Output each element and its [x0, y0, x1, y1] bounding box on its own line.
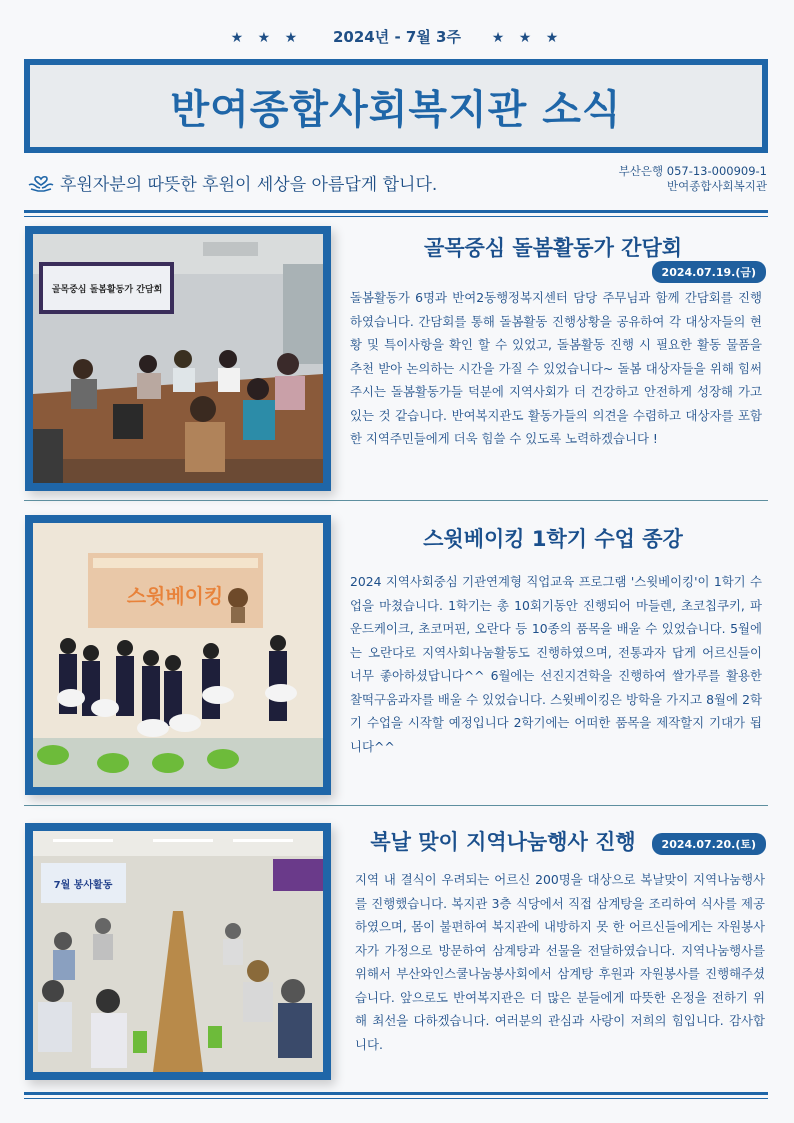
article-2-photo — [25, 515, 331, 795]
article-3-body: 지역 내 결식이 우려되는 어르신 200명을 대상으로 복날맞이 지역나눔행사를 진행했습니다. 복지관 3층 식당에서 직접 삼계탕을 조리하여 식사를 제공하였으며, 몸이 불편하여 복지관에 내방하지 못 한 어르신들에게는 자원봉사자가 가정으로 방문하여 삼계탕과 선물을 전달하였습니다. 지역나눔행사를 위해서 부산와인스쿨나눔봉사회에서 삼계탕 후원과 자원봉사를 진행해주셨습니다. 앞으로도 반여복지관은 더 많은 분들에게 따뜻한 온정을 전하기 위해 최선을 다하겠습니다. 여러분의 관심과 사랑이 저희의 힘입니다. 감사합니다. — [355, 872, 765, 1052]
bank-holder: 반여종합사회복지관 — [667, 179, 767, 193]
page-title: 반여종합사회복지관 소식 — [170, 86, 622, 133]
issue-date: 2024년 - 7월 3주 — [333, 28, 461, 46]
section-divider-2 — [24, 805, 768, 806]
bank-account: 부산은행 057-13-000909-1 — [618, 164, 767, 178]
footer-divider-thin — [24, 1098, 768, 1099]
header-divider-thin — [24, 216, 768, 217]
slogan-text: 후원자분의 따뜻한 후원이 세상을 아름답게 합니다. — [60, 175, 438, 195]
article-1-body: 돌봄활동가 6명과 반여2동행정복지센터 담당 주무님과 함께 간담회를 진행하였습니다. 간담회를 통해 돌봄활동 진행상황을 공유하여 각 대상자들의 현황 및 특이사항을 확인 할 수 있었고, 돌봄활동 진행 시 필요한 활동 물품을 추천 받아 논의하는 시간을 가질 수 있었습니다~ 돌봄 대상자들을 위해 힘써주시는 돌봄활동가들 덕분에 지역사회가 더 건강하고 안전하게 성장해 가고 있는 것 같습니다. 반여복지관도 활동가들의 의견을 수렴하고 대상자를 포함한 지역주민들에게 더욱 힘쓸 수 있도록 노력하겠습니다 ! — [350, 290, 762, 446]
photo-3-banner-text: 7월 봉사활동 — [53, 880, 113, 891]
bank-info — [619, 164, 767, 194]
article-1-date: 2024.07.19.(금) — [652, 261, 766, 283]
article-3-date: 2024.07.20.(토) — [652, 833, 766, 855]
article-1-date-wrap — [652, 261, 766, 283]
article-1-title: 골목중심 돌봄활동가 간담회 — [423, 236, 683, 260]
issue-line — [0, 26, 794, 47]
photo-2-banner-text: 스윗베이킹 — [126, 584, 224, 608]
article-3-title: 복날 맞이 지역나눔행사 진행 — [370, 830, 636, 854]
article-3-photo — [25, 823, 331, 1080]
article-2-title: 스윗베이킹 1학기 수업 종강 — [423, 527, 683, 551]
stars-right: ★ ★ ★ — [491, 30, 564, 46]
stars-left: ★ ★ ★ — [230, 30, 303, 46]
donation-hands-icon — [28, 173, 54, 193]
article-1-photo — [25, 226, 331, 491]
photo-1-banner-text: 골목중심 돌봄활동가 간담회 — [51, 285, 163, 295]
article-3-date-wrap — [652, 833, 766, 855]
article-2-body: 2024 지역사회중심 기관연계형 직업교육 프로그램 '스윗베이킹'이 1학기 수업을 마쳤습니다. 1학기는 총 10회기동안 진행되어 마들렌, 초코칩쿠키, 파운드케이크, 초코머핀, 오란다 등 10종의 품목을 배울 수 있었습니다. 5월에는 오란다로 지역사회나눔활동도 진행하였으며, 전통과자 답게 어르신들이 너무 좋아하셨답니다^^ 6월에는 선진지견학을 진행하여 쌀가루를 활용한 찰떡구움과자를 배울 수 있었습니다. 스윗베이킹은 방학을 가지고 8월에 2학기 수업을 시작할 예정입니다 2학기에는 어떠한 품목을 제작할지 기대가 됩니다^^ — [350, 574, 762, 754]
header-divider — [24, 210, 768, 213]
title-banner — [24, 59, 768, 153]
slogan — [28, 170, 437, 195]
section-divider-1 — [24, 500, 768, 501]
footer-divider — [24, 1092, 768, 1095]
